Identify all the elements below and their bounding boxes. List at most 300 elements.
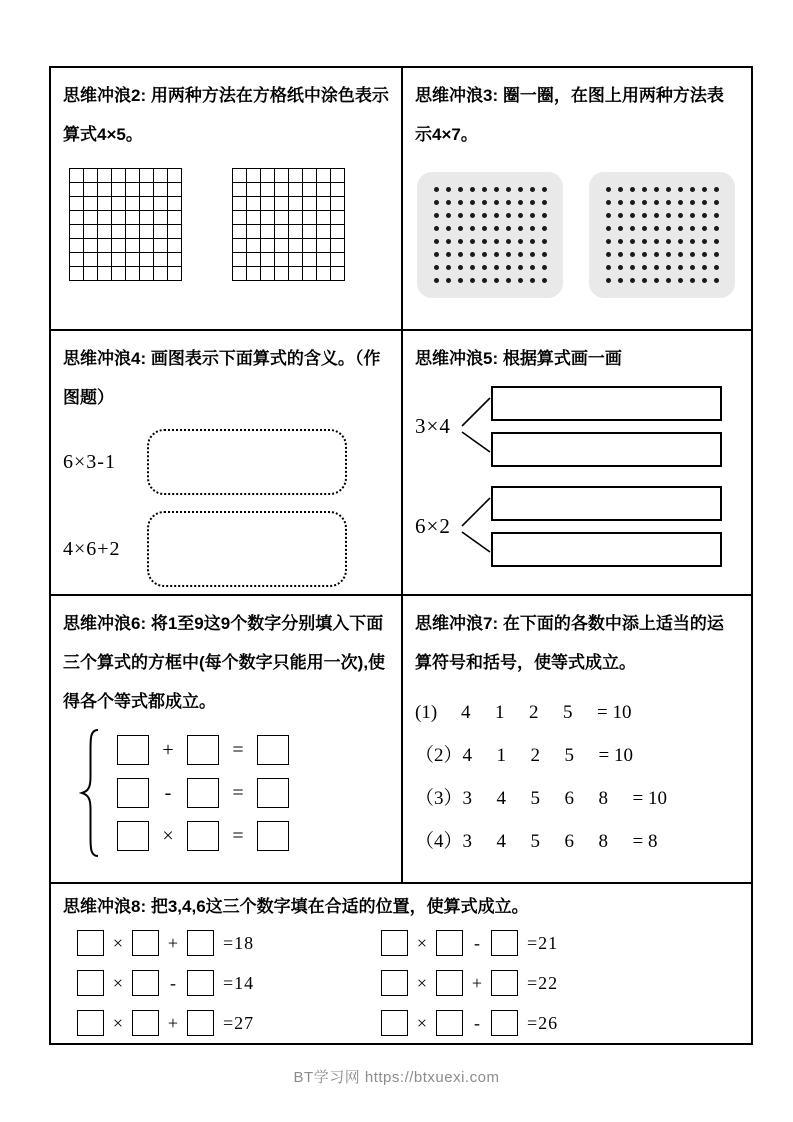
dot <box>458 278 463 283</box>
grid-cell <box>70 239 84 253</box>
dot <box>642 265 647 270</box>
item-label: （4） <box>415 831 463 852</box>
operator: - <box>474 932 480 953</box>
dot <box>530 239 535 244</box>
dot <box>470 200 475 205</box>
grid-cell <box>168 253 182 267</box>
number: 4 <box>496 831 507 852</box>
dot <box>470 239 475 244</box>
dot <box>690 187 695 192</box>
dot <box>530 252 535 257</box>
grid-cell <box>289 169 303 183</box>
dot <box>446 213 451 218</box>
number: 4 <box>496 788 507 809</box>
dot-panel-2 <box>589 172 735 298</box>
dot <box>618 200 623 205</box>
grid-cell <box>98 211 112 225</box>
grid-cell <box>261 183 275 197</box>
dot <box>542 226 547 231</box>
grid-cell <box>289 183 303 197</box>
puzzle-line <box>415 744 739 768</box>
dot <box>482 278 487 283</box>
section-7-title: 思维冲浪7: 在下面的各数中添上适当的运算符号和括号，使等式成立。 <box>415 614 724 672</box>
grid-cell <box>84 169 98 183</box>
draw-boxes <box>491 386 722 467</box>
number: 6 <box>564 788 575 809</box>
grid-cell <box>168 239 182 253</box>
puzzle-lines <box>415 701 739 854</box>
grid-cell <box>112 239 126 253</box>
dot <box>530 187 535 192</box>
expression-label: 4×6+2 <box>63 537 121 560</box>
section-wave-4 <box>51 331 403 596</box>
expression-row <box>63 429 389 495</box>
grid-cell <box>84 197 98 211</box>
draw-box <box>491 386 722 421</box>
dot <box>434 252 439 257</box>
grid-area <box>69 168 389 281</box>
dot <box>642 187 647 192</box>
equals-result: =14 <box>223 972 255 993</box>
answer-box <box>77 1010 104 1036</box>
dot <box>606 252 611 257</box>
number: 8 <box>598 788 609 809</box>
dot <box>434 226 439 231</box>
grid-cell <box>98 169 112 183</box>
dot <box>714 213 719 218</box>
dot <box>702 213 707 218</box>
dot <box>470 226 475 231</box>
dot <box>702 226 707 231</box>
dot <box>482 187 487 192</box>
dot <box>494 265 499 270</box>
answer-box <box>77 970 104 996</box>
puzzle-line <box>415 830 739 854</box>
dot <box>458 239 463 244</box>
dot <box>618 187 623 192</box>
grid-cell <box>70 267 84 281</box>
dot <box>702 200 707 205</box>
grid-cell <box>275 183 289 197</box>
dot <box>530 226 535 231</box>
grid-cell <box>112 197 126 211</box>
section-4-title: 思维冲浪4: 画图表示下面算式的含义。（作图题） <box>63 349 381 407</box>
grid-cell <box>168 225 182 239</box>
grid-cell <box>84 239 98 253</box>
grid-cell <box>84 267 98 281</box>
operator: × <box>162 824 174 847</box>
grid-cell <box>70 225 84 239</box>
dot-area <box>417 172 739 298</box>
dot <box>506 187 511 192</box>
grid-cell <box>233 197 247 211</box>
dot <box>446 239 451 244</box>
dot <box>618 278 623 283</box>
grid-cell <box>261 211 275 225</box>
dot <box>714 226 719 231</box>
dot <box>678 252 683 257</box>
dot <box>642 213 647 218</box>
dot <box>470 252 475 257</box>
grid-cell <box>331 225 345 239</box>
dot <box>482 213 487 218</box>
number: 8 <box>598 831 609 852</box>
drawing-area-1 <box>147 429 347 495</box>
grid-cell <box>317 239 331 253</box>
grid-cell <box>331 169 345 183</box>
number: 1 <box>496 745 507 766</box>
dot <box>494 187 499 192</box>
grid-cell <box>275 267 289 281</box>
brace-equations <box>79 727 389 859</box>
equation-list <box>117 735 289 851</box>
grid-cell <box>126 211 140 225</box>
grid-cell <box>84 253 98 267</box>
grid-cell <box>275 211 289 225</box>
grid-cell <box>233 183 247 197</box>
dot <box>506 226 511 231</box>
answer-box <box>381 970 408 996</box>
connector-lines-icon <box>461 482 491 570</box>
grid-cell <box>331 239 345 253</box>
grid-cell <box>275 253 289 267</box>
dot <box>654 265 659 270</box>
grid-cell <box>247 211 261 225</box>
answer-box <box>187 1010 214 1036</box>
grid-cell <box>247 197 261 211</box>
fill-equation <box>117 735 289 765</box>
dot <box>494 252 499 257</box>
dot <box>506 265 511 270</box>
dot <box>618 252 623 257</box>
answer-box <box>436 970 463 996</box>
dot <box>678 265 683 270</box>
dot <box>542 213 547 218</box>
item-label: （2） <box>415 745 463 766</box>
dot <box>654 252 659 257</box>
dot <box>714 187 719 192</box>
answer-box <box>491 930 518 956</box>
grid-cell <box>233 169 247 183</box>
expression-label: 6×3-1 <box>63 450 116 473</box>
grid-cell <box>168 211 182 225</box>
grid-cell <box>112 225 126 239</box>
dot <box>702 187 707 192</box>
grid-cell <box>84 225 98 239</box>
dot <box>506 200 511 205</box>
expression-label: 3×4 <box>415 413 451 438</box>
grid-cell <box>303 197 317 211</box>
fill-equation <box>77 930 369 956</box>
answer-box <box>381 930 408 956</box>
brace-icon <box>79 727 101 859</box>
grid-cell <box>126 225 140 239</box>
dot <box>630 226 635 231</box>
dot <box>458 252 463 257</box>
equals-result: =18 <box>223 932 255 953</box>
dot <box>506 213 511 218</box>
dot <box>666 187 671 192</box>
dot <box>630 278 635 283</box>
number: 2 <box>529 702 539 723</box>
grid-cell <box>168 267 182 281</box>
grid-cell <box>261 225 275 239</box>
draw-group-1 <box>415 382 739 470</box>
drawing-area-2 <box>147 511 347 587</box>
dot <box>678 278 683 283</box>
item-label: (1) <box>415 702 438 723</box>
number: 3 <box>462 788 473 809</box>
grid-cell <box>303 225 317 239</box>
answer-box <box>257 735 289 765</box>
grid-cell <box>140 197 154 211</box>
worksheet-table <box>49 66 753 1045</box>
dot <box>434 239 439 244</box>
grid-cell <box>303 183 317 197</box>
dot <box>630 265 635 270</box>
grid-cell <box>247 225 261 239</box>
equals-result: =22 <box>527 972 559 993</box>
dot <box>518 187 523 192</box>
equals-result: =27 <box>223 1012 255 1033</box>
dot <box>666 265 671 270</box>
grid-cell <box>168 197 182 211</box>
dot <box>690 265 695 270</box>
answer-box <box>132 1010 159 1036</box>
dot <box>630 200 635 205</box>
dot <box>666 200 671 205</box>
grid-cell <box>289 211 303 225</box>
fill-equation <box>117 778 289 808</box>
grid-cell <box>98 197 112 211</box>
dot <box>530 278 535 283</box>
dot <box>666 226 671 231</box>
operator: × <box>112 932 124 953</box>
grid-cell <box>140 267 154 281</box>
operator: + <box>162 738 174 761</box>
dot <box>542 239 547 244</box>
operator: - <box>164 781 172 804</box>
dot <box>518 278 523 283</box>
dot <box>666 252 671 257</box>
draw-group-2 <box>415 482 739 570</box>
dot <box>530 200 535 205</box>
dot <box>458 187 463 192</box>
dot <box>446 278 451 283</box>
grid-cell <box>154 239 168 253</box>
grid-cell <box>126 239 140 253</box>
square-grid-1 <box>69 168 182 281</box>
dot <box>642 200 647 205</box>
dot <box>494 200 499 205</box>
operator: - <box>170 972 176 993</box>
grid-cell <box>261 239 275 253</box>
dot <box>654 278 659 283</box>
grid-cell <box>247 253 261 267</box>
grid-cell <box>126 183 140 197</box>
dot <box>518 265 523 270</box>
grid-cell <box>317 211 331 225</box>
fill-equation <box>381 1010 739 1036</box>
dot <box>530 265 535 270</box>
operator: - <box>474 1012 480 1033</box>
dot <box>470 213 475 218</box>
grid-cell <box>126 253 140 267</box>
answer-box <box>436 1010 463 1036</box>
number: 4 <box>461 702 471 723</box>
answer-box <box>491 970 518 996</box>
answer-box <box>117 778 149 808</box>
section-3-title: 思维冲浪3: 圈一圈，在图上用两种方法表示4×7。 <box>415 86 724 144</box>
dot <box>470 187 475 192</box>
grid-cell <box>303 239 317 253</box>
grid-cell <box>303 211 317 225</box>
grid-cell <box>261 267 275 281</box>
equals-result: = 10 <box>597 702 632 723</box>
dot <box>446 187 451 192</box>
grid-cell <box>317 225 331 239</box>
dot-panel-1 <box>417 172 563 298</box>
dot <box>690 226 695 231</box>
grid-cell <box>98 253 112 267</box>
grid-cell <box>233 211 247 225</box>
dot <box>542 278 547 283</box>
dot <box>434 187 439 192</box>
dot <box>642 239 647 244</box>
grid-cell <box>154 197 168 211</box>
dot <box>434 265 439 270</box>
dot <box>446 252 451 257</box>
grid-cell <box>303 267 317 281</box>
grid-cell <box>261 197 275 211</box>
grid-cell <box>70 183 84 197</box>
dot <box>494 278 499 283</box>
grid-cell <box>275 197 289 211</box>
dot <box>482 252 487 257</box>
number: 5 <box>530 788 541 809</box>
number: 5 <box>563 702 573 723</box>
puzzle-line <box>415 787 739 811</box>
equals-result: =26 <box>527 1012 559 1033</box>
grid-cell <box>289 253 303 267</box>
dot <box>678 200 683 205</box>
section-5-title: 思维冲浪5: 根据算式画一画 <box>415 349 622 368</box>
dot <box>518 213 523 218</box>
grid-cell <box>289 267 303 281</box>
answer-box <box>257 821 289 851</box>
grid-cell <box>331 197 345 211</box>
grid-cell <box>126 169 140 183</box>
dot <box>654 187 659 192</box>
grid-cell <box>112 183 126 197</box>
section-2-title: 思维冲浪2: 用两种方法在方格纸中涂色表示算式4×5。 <box>63 86 389 144</box>
grid-cell <box>98 225 112 239</box>
dot <box>642 252 647 257</box>
grid-cell <box>140 183 154 197</box>
answer-box <box>491 1010 518 1036</box>
dot <box>630 213 635 218</box>
grid-cell <box>140 169 154 183</box>
grid-cell <box>331 211 345 225</box>
dot <box>606 187 611 192</box>
grid-cell <box>126 197 140 211</box>
dot <box>690 278 695 283</box>
dot <box>618 213 623 218</box>
grid-cell <box>126 267 140 281</box>
grid-cell <box>275 169 289 183</box>
grid-cell <box>154 169 168 183</box>
fill-equation <box>381 930 739 956</box>
grid-cell <box>317 183 331 197</box>
answer-box <box>187 930 214 956</box>
dot <box>618 226 623 231</box>
footer-watermark: BT学习网 https://btxuexi.com <box>293 1069 500 1086</box>
fill-equation <box>77 970 369 996</box>
dot <box>690 213 695 218</box>
grid-cell <box>98 183 112 197</box>
grid-cell <box>289 239 303 253</box>
dot <box>446 265 451 270</box>
dot <box>606 239 611 244</box>
operator: = <box>232 824 244 847</box>
dot <box>606 265 611 270</box>
grid-cell <box>233 267 247 281</box>
dot <box>458 213 463 218</box>
dot <box>714 265 719 270</box>
grid-cell <box>154 225 168 239</box>
answer-box <box>132 970 159 996</box>
dot <box>506 278 511 283</box>
grid-cell <box>247 183 261 197</box>
dot <box>506 239 511 244</box>
dot <box>518 239 523 244</box>
grid-cell <box>275 225 289 239</box>
dot <box>606 213 611 218</box>
dot <box>630 252 635 257</box>
dot <box>458 200 463 205</box>
grid-cell <box>233 225 247 239</box>
grid-cell <box>233 253 247 267</box>
dot <box>542 200 547 205</box>
grid-cell <box>331 183 345 197</box>
dot <box>666 213 671 218</box>
section-6-title: 思维冲浪6: 将1至9这9个数字分别填入下面三个算式的方框中(每个数字只能用一次),使得各个等式都成立。 <box>63 614 386 711</box>
expression-label: 6×2 <box>415 513 451 538</box>
equation-columns <box>63 930 739 1036</box>
puzzle-line <box>415 701 739 725</box>
number: 2 <box>530 745 541 766</box>
draw-box <box>491 486 722 521</box>
dot <box>494 213 499 218</box>
dot <box>714 200 719 205</box>
equals-result: = 10 <box>632 788 667 809</box>
answer-box <box>77 930 104 956</box>
dot <box>654 200 659 205</box>
dot <box>434 213 439 218</box>
grid-cell <box>140 211 154 225</box>
dot <box>702 252 707 257</box>
dot <box>618 265 623 270</box>
dot <box>702 278 707 283</box>
dot <box>678 239 683 244</box>
grid-cell <box>303 253 317 267</box>
dot <box>606 200 611 205</box>
grid-cell <box>261 253 275 267</box>
dot <box>678 226 683 231</box>
section-wave-6 <box>51 596 403 884</box>
dot <box>542 187 547 192</box>
operator: × <box>112 1012 124 1033</box>
